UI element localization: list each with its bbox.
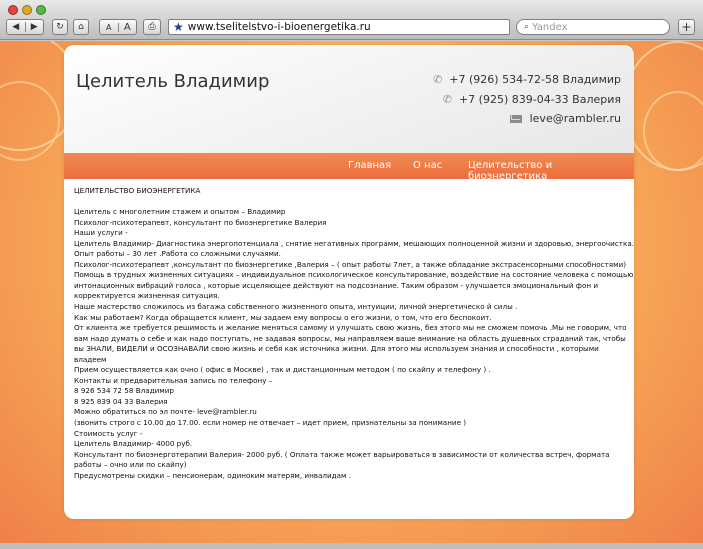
article-heading: ЦЕЛИТЕЛЬСТВО БИОЭНЕРГЕТИКА <box>74 186 201 195</box>
article-line: Как мы работаем? Когда обращается клиент, мы задаем ему вопросы о его жизни, о том, что его беспокоит. <box>74 312 492 322</box>
article-line: интонационных вибраций голоса , которые исцеляющее действуют на подсознание. Таким образом - улучшается эмоциональный фон и <box>74 280 599 290</box>
article-line: 8 925 839 04 33 Валерия <box>74 396 168 406</box>
forward-icon[interactable]: ▶ <box>30 22 38 32</box>
article-line: Целитель с многолетним стажем и опытом – Владимир <box>74 207 286 217</box>
nav-item-about[interactable]: О нас <box>413 160 443 171</box>
article-line: Прием осуществляется как очно ( офис в Москве) , так и дистанционным методом ( по скайпу и телефону ) . <box>74 365 491 375</box>
page-viewport <box>0 41 703 549</box>
contact-phone-2-text: +7 (925) 839-04-33 Валерия <box>458 93 621 106</box>
article-line: вы ЗНАЛИ, ВИДЕЛИ и ОСОЗНАВАЛИ свою жизнь и себя как источника жизни. Для этого мы используем знания и способности , которыми <box>74 344 599 354</box>
browser-toolbar <box>0 0 703 40</box>
article-line: Предусмотрены скидки – пенсионерам, одиноким матерям, инвалидам . <box>74 470 352 480</box>
close-window-button[interactable] <box>8 5 18 15</box>
article-line: корректируется жизненная ситуация. <box>74 291 220 301</box>
window-controls <box>8 5 46 15</box>
article-line: Психолог-психотерапевт, консультант по биоэнергетике Валерия <box>74 217 327 227</box>
status-strip <box>0 543 703 549</box>
url-text[interactable]: www.tselitelstvo-i-bioenergetika.ru <box>187 21 371 33</box>
back-icon[interactable]: ◀ <box>7 22 26 32</box>
address-bar[interactable] <box>168 19 510 35</box>
article-line: Психолог-психотерапевт ,консультант по биоэнергетике ,Валерия – ( опыт работы 7лет, а также обладание экстрасенсорными способностями) <box>74 259 627 269</box>
phone-icon: ✆ <box>442 93 452 106</box>
main-nav <box>64 153 634 182</box>
search-field[interactable] <box>516 19 670 35</box>
contact-email-text[interactable]: leve@rambler.ru <box>529 112 621 125</box>
article-line: Наше мастерство сложилось из багажа собственного жизненного опыта, интуиции, личной энергетическо й силы . <box>74 302 518 312</box>
article-line: работы – очно или по скайпу) <box>74 460 187 470</box>
search-icon: ⌕ <box>524 22 530 32</box>
article-line: вам надо думать о себе и как надо поступать, не задавая вопросы, мы направляем ваше внимание на область душевных страданий так, чтобы <box>74 333 626 343</box>
plus-icon[interactable]: + <box>678 19 695 35</box>
reload-icon[interactable]: ↻ <box>52 19 68 35</box>
site-title: Целитель Владимир <box>76 71 270 92</box>
contact-phone-1 <box>433 73 621 86</box>
article-line: Наши услуги - <box>74 228 128 238</box>
phone-icon: ✆ <box>433 73 443 86</box>
search-placeholder[interactable]: Yandex <box>532 21 568 33</box>
blank-line <box>74 197 626 208</box>
article-line: владеем <box>74 354 107 364</box>
article-line: Контакты и предварительная запись по телефону – <box>74 375 273 385</box>
minimize-window-button[interactable] <box>22 5 32 15</box>
font-larger-button[interactable]: A <box>123 21 131 33</box>
article-line: Помощь в трудных жизненных ситуациях – индивидуальное психологическое консультирование, воздействие на состояние человека с помощью <box>74 270 634 280</box>
article-line: (звонить строго с 10.00 до 17.00. если номер не отвечает – идет прием, признательны за понимание ) <box>74 418 467 428</box>
zoom-window-button[interactable] <box>36 5 46 15</box>
mail-icon <box>510 115 522 123</box>
bookmark-star-icon[interactable]: ★ <box>173 20 184 34</box>
article-line: Стоимость услуг - <box>74 428 143 438</box>
article-body <box>74 186 634 481</box>
article-line: От клиента же требуется решимость и желание меняться самому и улучшать свою жизнь, без этого мы не сможем помочь .Мы не говорим, что <box>74 323 627 333</box>
article-line: Опыт работы – 30 лет .Работа со сложными случаями. <box>74 249 281 259</box>
site-header <box>64 45 634 153</box>
contact-phone-1-text: +7 (926) 534-72-58 Владимир <box>449 73 621 86</box>
contact-email <box>510 112 621 125</box>
article-line: 8 926 534 72 58 Владимир <box>74 386 174 396</box>
article-line: Целитель Владимир- Диагностика энергопотенциала , снятие негативных программ, мешающих полноценной жизни и здоровью, энергоочистка. <box>74 238 634 248</box>
contact-phone-2 <box>443 93 621 106</box>
article-line: Целитель Владимир- 4000 руб. <box>74 439 193 449</box>
nav-item-healing[interactable]: Целительство и биоэнергетика <box>468 160 553 182</box>
font-smaller-button[interactable]: A <box>100 23 119 32</box>
article-line: Можно обратиться по эл почте- leve@rambler.ru <box>74 407 257 417</box>
nav-item-home[interactable]: Главная <box>348 160 392 171</box>
font-size-group <box>99 19 137 35</box>
print-icon[interactable]: ⎙ <box>143 19 161 35</box>
site-container <box>64 45 634 519</box>
back-forward-group <box>6 19 44 35</box>
article-line: Консультант по биоэнерготерапии Валерия- 2000 руб. ( Оплата также может варьироваться в зависимости от количества встреч, формата <box>74 449 610 459</box>
home-icon[interactable]: ⌂ <box>73 19 89 35</box>
